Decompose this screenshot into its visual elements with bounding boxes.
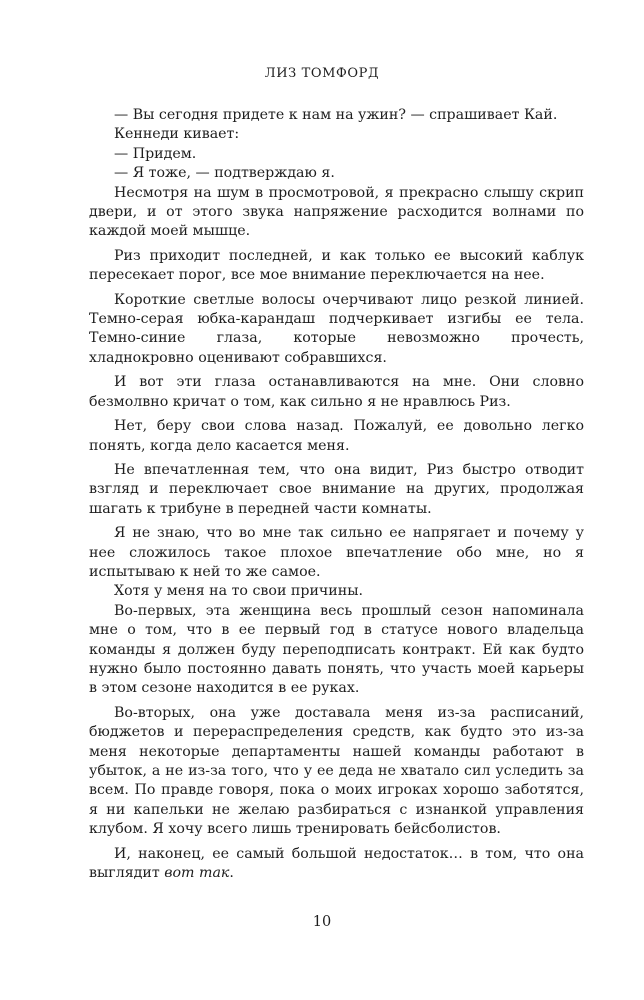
paragraph: Несмотря на шум в просмотровой, я прекрасно слышу скрип двери, и от этого звука напряжение расходится волнами по каждой моей мышце.: [89, 184, 584, 240]
paragraph: Короткие светлые волосы очерчивают лицо резкой линией. Темно-серая юбка-карандаш подчеркивает изгибы ее тела. Темно-синие глаза, которые невозможно прочесть, хладнокровно оценивают собравшихся.: [89, 291, 584, 366]
paragraph: — Вы сегодня придете к нам на ужин? — спрашивает Кай.: [114, 107, 558, 123]
body-text: [89, 106, 584, 883]
running-head: ЛИЗ ТОМФОРД: [264, 66, 380, 81]
paragraph: Нет, беру свои слова назад. Пожалуй, ее довольно легко понять, когда дело касается меня.: [89, 418, 584, 454]
page-number: 10: [312, 914, 332, 930]
paragraph: Я не знаю, что во мне так сильно ее напрягает и почему у нее сложилось такое плохое впечатление обо мне, но я испытываю к ней то же самое.: [89, 525, 584, 580]
paragraph: Во-первых, эта женщина весь прошлый сезон напоминала мне о том, что в ее первый год в статусе нового владельца команды я должен буду переподписать контракт. Ей как будто нужно было постоянно давать понять, что участь моей карьеры в этом сезоне находится в ее руках.: [89, 602, 584, 697]
paragraph-tail: .: [229, 865, 234, 882]
paragraph: Не впечатленная тем, что она видит, Риз быстро отводит взгляд и переключает свое внимание на других, продолжая шагать к трибуне в передней части комнаты.: [89, 461, 584, 517]
paragraph: Кеннеди кивает:: [114, 126, 240, 143]
paragraph: — Придем.: [114, 145, 197, 162]
paragraph: — Я тоже, — подтверждаю я.: [114, 165, 335, 182]
paragraph: Хотя у меня на то свои причины.: [114, 583, 364, 600]
paragraph-last: [89, 845, 584, 884]
paragraph-text: И, наконец, ее самый большой недостаток… в том, что она выглядит: [89, 845, 584, 882]
paragraph: И вот эти глаза останавливаются на мне. Они словно безмолвно кричат о том, как сильно я не нравлюсь Риз.: [89, 374, 584, 410]
emphasis-text: вот так: [164, 865, 230, 882]
paragraph: Риз приходит последней, и как только ее высокий каблук пересекает порог, все мое внимание переключается на нее.: [89, 247, 584, 284]
paragraph: Во-вторых, она уже доставала меня из-за расписаний, бюджетов и перераспределения средств, как будто это из-за меня некоторые департаменты нашей команды работают в убыток, а не из-за того, что у ее деда не хватало сил уследить за всем. По правде говоря, пока о моих игроках хорошо заботятся, я ни капельки не желаю разбираться с изнанкой управления клубом. Я хочу всего лишь тренировать бейсболистов.: [89, 704, 584, 838]
